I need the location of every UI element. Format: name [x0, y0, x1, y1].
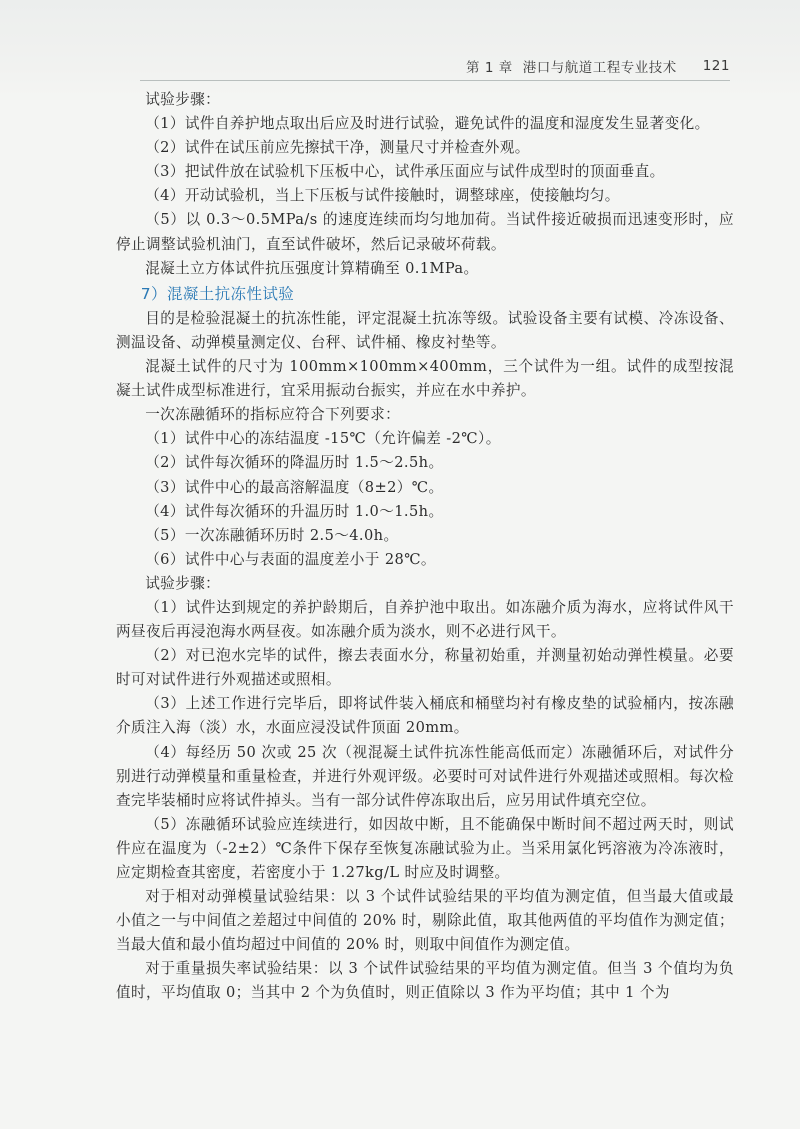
page-body	[116, 88, 734, 1006]
paragraph: （4）每经历 50 次或 25 次（视混凝土试件抗冻性能高低而定）冻融循环后，对试件分别进行动弹模量和重量检查，并进行外观评级。必要时可对试件进行外观描述或照相。每次检查完毕装桶时应将试件掉头。当有一部分试件停冻取出后，应另用试件填充空位。	[116, 743, 734, 809]
paragraph: 一次冻融循环的指标应符合下列要求：	[145, 406, 401, 424]
paragraph: （5）冻融循环试验应连续进行，如因故中断，且不能确保中断时间不超过两天时，则试件应在温度为（-2±2）℃条件下保存至恢复冻融试验为止。当采用氯化钙溶液为冷冻液时，应定期检查其密度，若密度小于 1.27kg/L 时应及时调整。	[116, 815, 734, 881]
paragraph: 混凝土试件的尺寸为 100mm×100mm×400mm，三个试件为一组。试件的成型按混凝土试件成型标准进行，宜采用振动台振实，并应在水中养护。	[116, 358, 734, 400]
paragraph: 混凝土立方体试件抗压强度计算精确至 0.1MPa。	[145, 259, 479, 277]
section-heading: 7）混凝土抗冻性试验	[140, 284, 295, 303]
chapter-label: 第 1 章	[466, 60, 513, 76]
paragraph: （3）上述工作进行完毕后，即将试件装入桶底和桶壁均衬有橡皮垫的试验桶内，按冻融介质注入海（淡）水，水面应浸没试件顶面 20mm。	[116, 695, 734, 737]
paragraph: （1）试件达到规定的养护龄期后，自养护池中取出。如冻融介质为海水，应将试件风干两昼夜后再浸泡海水两昼夜。如冻融介质为淡水，则不必进行风干。	[116, 598, 734, 641]
header-band	[0, 0, 800, 96]
page-number: 121	[702, 58, 730, 74]
paragraph: 试验步骤：	[145, 91, 221, 108]
paragraph: （6）试件中心与表面的温度差小于 28℃。	[145, 550, 436, 568]
paragraph: （2）试件每次循环的降温历时 1.5～2.5h。	[145, 454, 444, 472]
paragraph: 目的是检验混凝土的抗冻性能，评定混凝土抗冻等级。试验设备主要有试模、冷冻设备、测温设备、动弹模量测定仪、台秤、试件桶、橡皮衬垫等。	[116, 309, 734, 351]
paragraph: （5）以 0.3～0.5MPa/s 的速度连续而均匀地加荷。当试件接近破损而迅速变形时，应停止调整试验机油门，直至试件破坏，然后记录破坏荷载。	[116, 211, 734, 253]
paragraph: （3）试件中心的最高溶解温度（8±2）℃。	[145, 478, 444, 496]
paragraph: 试验步骤：	[145, 574, 221, 592]
paragraph: （4）试件每次循环的升温历时 1.0～1.5h。	[145, 502, 444, 520]
paragraph: （1）试件自养护地点取出后应及时进行试验，避免试件的温度和湿度发生显著变化。	[145, 115, 710, 133]
paragraph: （5）一次冻融循环历时 2.5～4.0h。	[145, 526, 399, 544]
paragraph: （2）试件在试压前应先擦拭干净，测量尺寸并检查外观。	[145, 139, 530, 157]
chapter-title: 港口与航道工程专业技术	[522, 60, 677, 76]
paragraph: （1）试件中心的冻结温度 -15℃（允许偏差 -2℃）。	[145, 430, 501, 448]
paragraph: 对于相对动弹模量试验结果：以 3 个试件试验结果的平均值为测定值，但当最大值或最小值之一与中间值之差超过中间值的 20% 时，剔除此值，取其他两值的平均值作为测定值；当最大值和最小值均超过中间值的 20% 时，则取中间值作为测定值。	[116, 888, 734, 954]
paragraph: （2）对已泡水完毕的试件，擦去表面水分，称量初始重，并测量初始动弹性模量。必要时可对试件进行外观描述或照相。	[116, 647, 734, 689]
paragraph: 对于重量损失率试验结果：以 3 个试件试验结果的平均值为测定值。但当 3 个值均为负值时，平均值取 0；当其中 2 个为负值时，则正值除以 3 作为平均值；其中 1 个为	[116, 960, 734, 1002]
paragraph: （3）把试件放在试验机下压板中心，试件承压面应与试件成型时的顶面垂直。	[145, 163, 665, 181]
running-header	[440, 54, 730, 78]
header-rule	[140, 80, 730, 81]
paragraph: （4）开动试验机，当上下压板与试件接触时，调整球座，使接触均匀。	[145, 187, 620, 205]
